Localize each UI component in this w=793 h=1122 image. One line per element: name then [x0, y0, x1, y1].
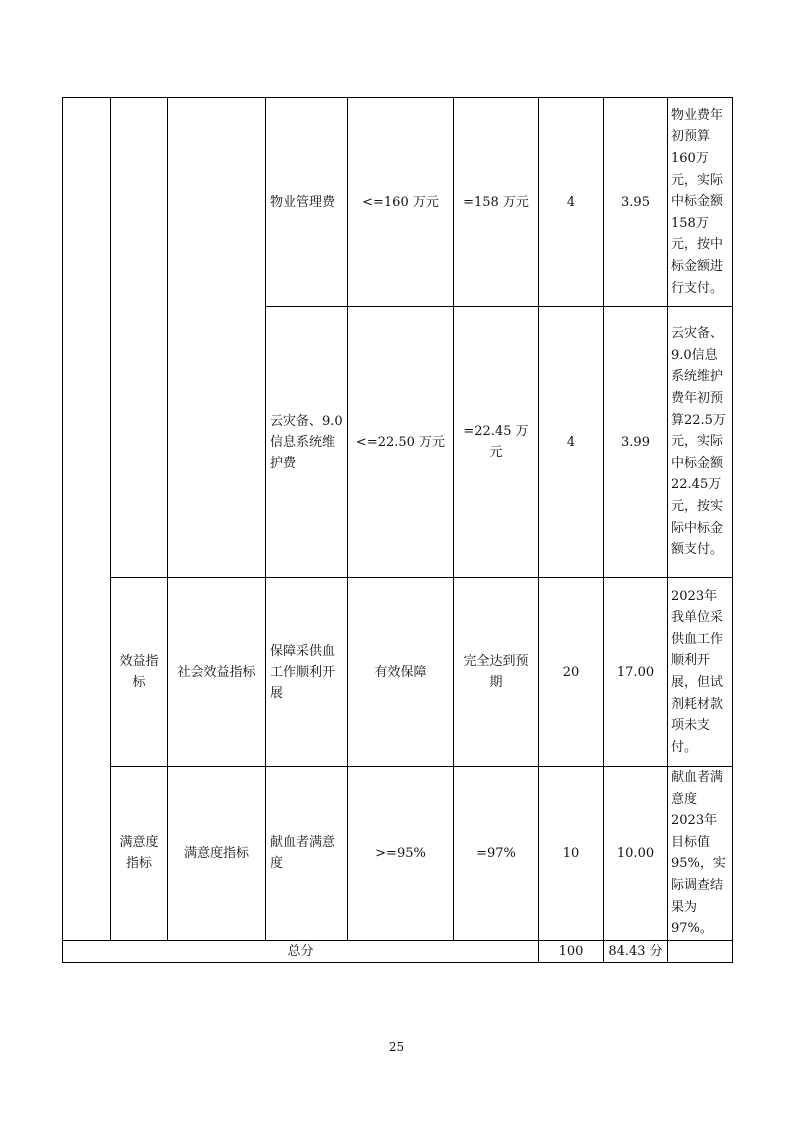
total-score: 84.43 分	[604, 940, 668, 962]
note-cell: 云灾备、9.0信息系统维护费年初预算22.5万元，实际中标金额22.45万元，按实际中标金额支付。	[668, 307, 733, 578]
weight-value: 4	[539, 98, 604, 307]
cat2-cell: 满意度指标	[168, 767, 266, 941]
level1-cell	[63, 98, 111, 941]
indicator-name: 保障采供血工作顺利开展	[266, 578, 348, 767]
indicator-name: 献血者满意度	[266, 767, 348, 941]
actual-value: =22.45 万元	[454, 307, 539, 578]
table-row	[63, 98, 733, 307]
cat1-cell	[111, 98, 168, 578]
cat2-cell	[168, 98, 266, 578]
cat1-cell: 效益指标	[111, 578, 168, 767]
total-row	[63, 940, 733, 962]
note-cell: 献血者满意度2023年目标值95%，实际调查结果为97%。	[668, 767, 733, 941]
cat2-cell: 社会效益指标	[168, 578, 266, 767]
total-weight: 100	[539, 940, 604, 962]
weight-value: 20	[539, 578, 604, 767]
score-value: 3.99	[604, 307, 668, 578]
actual-value: 完全达到预期	[454, 578, 539, 767]
target-value: 有效保障	[348, 578, 454, 767]
target-value: <=22.50 万元	[348, 307, 454, 578]
table-row	[63, 578, 733, 767]
note-cell: 2023年我单位采供血工作顺利开展，但试剂耗材款项未支付。	[668, 578, 733, 767]
note-cell: 物业费年初预算160万元，实际中标金额158万元，按中标金额进行支付。	[668, 98, 733, 307]
weight-value: 4	[539, 307, 604, 578]
target-value: <=160 万元	[348, 98, 454, 307]
cat1-cell: 满意度指标	[111, 767, 168, 941]
actual-value: =158 万元	[454, 98, 539, 307]
score-value: 17.00	[604, 578, 668, 767]
page-number: 25	[388, 1040, 405, 1054]
target-value: >=95%	[348, 767, 454, 941]
score-value: 10.00	[604, 767, 668, 941]
indicator-name: 云灾备、9.0信息系统维护费	[266, 307, 348, 578]
performance-table	[62, 97, 733, 963]
actual-value: =97%	[454, 767, 539, 941]
weight-value: 10	[539, 767, 604, 941]
total-label: 总分	[63, 940, 539, 962]
total-note	[668, 940, 733, 962]
table-row	[63, 767, 733, 941]
score-value: 3.95	[604, 98, 668, 307]
indicator-name: 物业管理费	[266, 98, 348, 307]
